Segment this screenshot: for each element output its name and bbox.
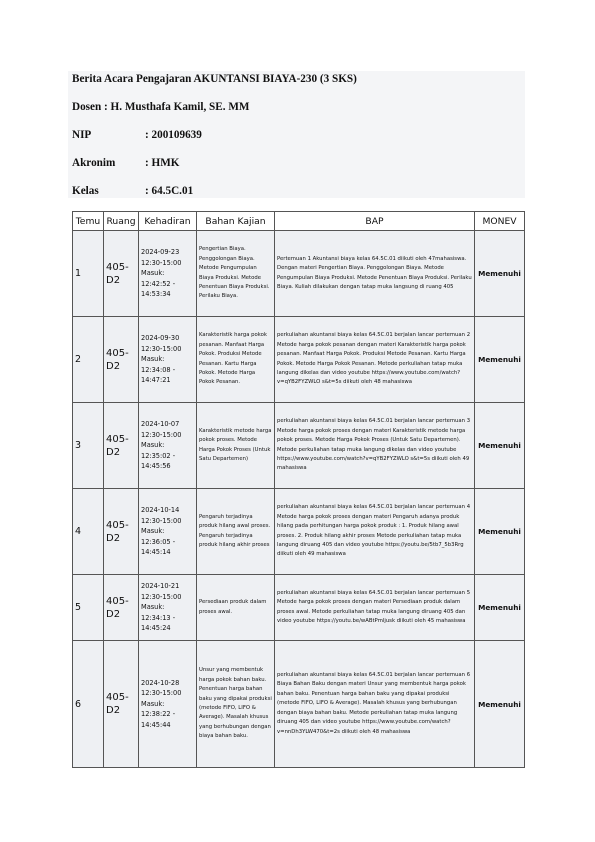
kehadiran-cell [139, 641, 197, 768]
header-block [68, 71, 525, 198]
column-header-ruang: Ruang [104, 212, 139, 231]
column-header-kehadiran: Kehadiran [139, 212, 197, 231]
temu-cell: 1 [73, 231, 104, 317]
column-header-monev: MONEV [475, 212, 525, 231]
attendance-date: 2024-09-23 [141, 248, 180, 257]
monev-cell: Memenuhi [475, 641, 525, 768]
attendance-date: 2024-10-21 [141, 582, 180, 591]
monev-cell: Memenuhi [475, 403, 525, 489]
attendance-keluar: 14:53:34 [141, 290, 171, 299]
temu-cell: 4 [73, 489, 104, 575]
temu-cell: 6 [73, 641, 104, 768]
attendance-masuk: 12:34:13 - [141, 613, 176, 622]
attendance-time: 12:30-15:00 [141, 592, 182, 601]
bap-cell: perkuliahan akuntansi biaya kelas 64.5C.01 berjalan lancar pertemuan 6 Biaya Bahan Baku dengan materi Unsur yang membentuk harga pokok bahan baku. Penentuan harga bahan baku yang dipakai produksi (metode FIFO, LIFO & Average). Masalah khusus yang berhubungan dengan biaya bahan baku. Metode perkuliahan tatap muka langung diruang 405 dan video youtube https://www.youtube.com/watch?v=nnDh3YLW470&t=2s diikuti oleh 48 mahasiswa [275, 641, 475, 768]
monev-cell: Memenuhi [475, 575, 525, 641]
attendance-date: 2024-10-14 [141, 506, 180, 515]
attendance-time: 12:30-15:00 [141, 430, 182, 439]
table-header-row [73, 212, 525, 231]
ruang-cell: 405-D2 [104, 317, 139, 403]
ruang-cell: 405-D2 [104, 575, 139, 641]
bahan-kajian-cell: Karakteristik metode harga pokok proses. Metode Harga Pokok Proses (Untuk Satu Departemen) [197, 403, 275, 489]
akronim-row [72, 157, 180, 169]
bap-cell: perkuliahan akuntansi biaya kelas 64.5C.01 berjalan lancar pertemuan 5 Metode harga pokok proses dengan materi Persediaan produk dalam proses awal. Metode perkuliahan tatap muka langung diruang 405 dan video youtube https://youtu.be/wABtPmljusk diikuti oleh 45 mahasiswa [275, 575, 475, 641]
ruang-cell: 405-D2 [104, 641, 139, 768]
ruang-cell: 405-D2 [104, 231, 139, 317]
temu-cell: 5 [73, 575, 104, 641]
ruang-cell: 405-D2 [104, 403, 139, 489]
table-row [73, 231, 525, 317]
attendance-masuk-label: Masuk: [141, 269, 165, 278]
table-row [73, 575, 525, 641]
attendance-keluar: 14:45:24 [141, 624, 171, 633]
attendance-masuk: 12:36:05 - [141, 537, 176, 546]
lecturer-name: Dosen : H. Musthafa Kamil, SE. MM [72, 101, 250, 113]
attendance-keluar: 14:47:21 [141, 376, 171, 385]
akronim-value: : HMK [145, 157, 180, 169]
attendance-date: 2024-10-07 [141, 420, 180, 429]
kehadiran-cell [139, 575, 197, 641]
monev-cell: Memenuhi [475, 317, 525, 403]
table-row [73, 403, 525, 489]
nip-row [72, 129, 202, 141]
attendance-masuk-label: Masuk: [141, 603, 165, 612]
nip-label: NIP [72, 129, 92, 141]
kehadiran-cell [139, 403, 197, 489]
kelas-row [72, 185, 193, 197]
temu-cell: 3 [73, 403, 104, 489]
attendance-masuk-label: Masuk: [141, 699, 165, 708]
attendance-masuk: 12:42:52 - [141, 279, 176, 288]
kehadiran-cell [139, 231, 197, 317]
attendance-keluar: 14:45:56 [141, 462, 171, 471]
monev-cell: Memenuhi [475, 489, 525, 575]
nip-value: : 200109639 [145, 129, 202, 141]
kehadiran-cell [139, 317, 197, 403]
bap-cell: Pertemuan 1 Akuntansi biaya kelas 64.5C.01 diikuti oleh 47mahasiswa. Dengan materi Pengertian Biaya. Penggolongan Biaya. Metode Pengumpulan Biaya Produksi. Metode Penentuan Biaya Produksi. Perilaku Biaya. Kuliah dilakukan dengan tatap muka langsung di ruang 405 [275, 231, 475, 317]
bahan-kajian-cell: Persediaan produk dalam proses awal. [197, 575, 275, 641]
monev-cell: Memenuhi [475, 231, 525, 317]
column-header-bap: BAP [275, 212, 475, 231]
kelas-label: Kelas [72, 185, 99, 197]
kehadiran-cell [139, 489, 197, 575]
attendance-time: 12:30-15:00 [141, 258, 182, 267]
bap-cell: perkuliahan akuntansi biaya kelas 64.5C.01 berjalan lancar pertemuan 2 Metode harga pokok pesanan dengan materi Karakteristik harga pokok pesanan. Manfaat Harga Pokok. Produksi Metode Pesanan. Kartu Harga Pokok. Metode Harga Pokok Pesanan. Metode perkuliahan tatap muka langung dikelas dan video youtube https://www.youtube.com/watch?v=qYB2FYZWLO s&t=5s diikuti oleh 48 mahasiswa [275, 317, 475, 403]
attendance-masuk: 12:38:22 - [141, 710, 176, 719]
temu-cell: 2 [73, 317, 104, 403]
attendance-masuk-label: Masuk: [141, 441, 165, 450]
table-row [73, 641, 525, 768]
bahan-kajian-cell: Pengertian Biaya. Penggolongan Biaya. Metode Pengumpulan Biaya Produksi. Metode Penentuan Biaya Produksi. Perilaku Biaya. [197, 231, 275, 317]
document-title: Berita Acara Pengajaran AKUNTANSI BIAYA-230 (3 SKS) [72, 73, 357, 85]
bap-table [72, 211, 525, 768]
attendance-time: 12:30-15:00 [141, 689, 182, 698]
attendance-time: 12:30-15:00 [141, 344, 182, 353]
attendance-keluar: 14:45:44 [141, 720, 171, 729]
akronim-label: Akronim [72, 157, 116, 169]
attendance-masuk-label: Masuk: [141, 527, 165, 536]
attendance-date: 2024-10-28 [141, 678, 180, 687]
attendance-keluar: 14:45:14 [141, 548, 171, 557]
ruang-cell: 405-D2 [104, 489, 139, 575]
table-row [73, 317, 525, 403]
attendance-masuk: 12:35:02 - [141, 451, 176, 460]
attendance-time: 12:30-15:00 [141, 516, 182, 525]
column-header-bahan-kajian: Bahan Kajian [197, 212, 275, 231]
bap-cell: perkuliahan akuntansi biaya kelas 64.5C.01 berjalan lancar pertemuan 3 Metode harga pokok proses dengan materi Karakteristik metode harga pokok proses. Metode Harga Pokok Proses (Untuk Satu Departemen). Metode perkuliahan tatap muka langung dikelas dan video youtube https://www.youtube.com/watch?v=qYB2FYZWLO s&t=5s diikuti oleh 49 mahasiswa [275, 403, 475, 489]
bap-cell: perkuliahan akuntansi biaya kelas 64.5C.01 berjalan lancar pertemuan 4 Metode harga pokok proses dengan materi Pengaruh adanya produk hilang pada perhitungan harga pokok produk : 1. Produk hilang awal proses. 2. Produk hilang akhir proses Metode perkuliahan tatap muka langung diruang 405 dan video youtube https://youtu.be/5tb7_5b3Rrg diikuti oleh 49 mahasiswa [275, 489, 475, 575]
bahan-kajian-cell: Unsur yang membentuk harga pokok bahan baku. Penentuan harga bahan baku yang dipakai produksi (metode FIFO, LIFO & Average). Masalah khusus yang berhubungan dengan biaya bahan baku. [197, 641, 275, 768]
bahan-kajian-cell: Pengaruh terjadinya produk hilang awal proses. Pengaruh terjadinya produk hilang akhir proses [197, 489, 275, 575]
attendance-masuk-label: Masuk: [141, 355, 165, 364]
table-row [73, 489, 525, 575]
column-header-temu: Temu [73, 212, 104, 231]
kelas-value: : 64.5C.01 [145, 185, 194, 197]
attendance-date: 2024-09-30 [141, 334, 180, 343]
attendance-masuk: 12:34:08 - [141, 365, 176, 374]
bahan-kajian-cell: Karakteristik harga pokok pesanan. Manfaat Harga Pokok. Produksi Metode Pesanan. Kartu Harga Pokok. Metode Harga Pokok Pesanan. [197, 317, 275, 403]
